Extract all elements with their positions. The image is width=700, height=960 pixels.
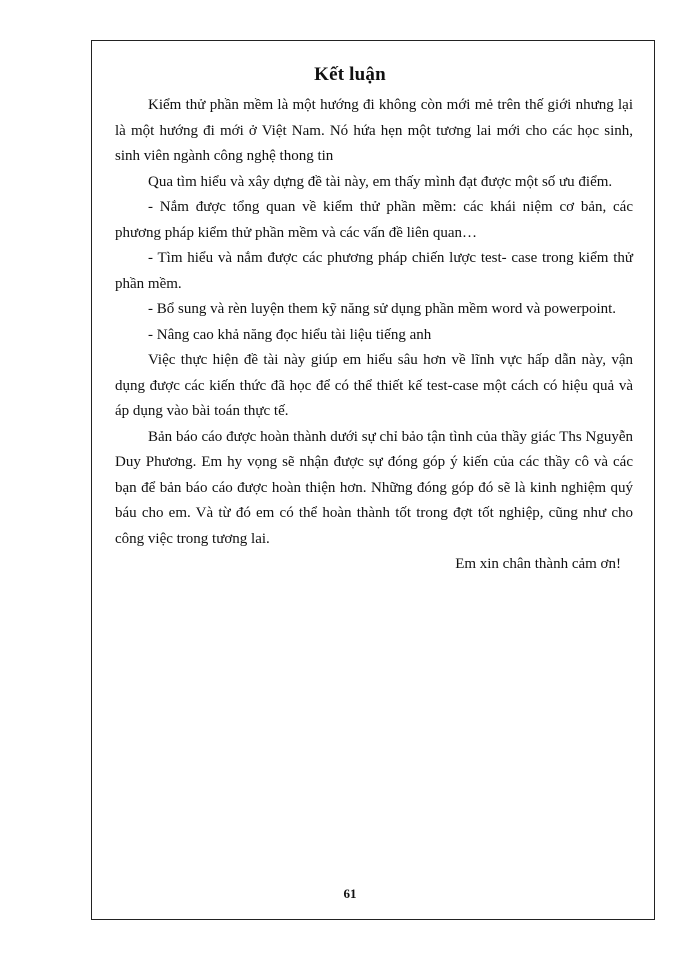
paragraph-intro: Kiểm thử phần mềm là một hướng đi không còn mới mẻ trên thế giới nhưng lại là một hướng đi mới ở Việt Nam. Nó hứa hẹn một tương lai mới cho các học sinh, sinh viên ngành công nghệ thong tin — [115, 97, 633, 164]
closing-thanks: Em xin chân thành cảm ơn! — [455, 556, 621, 572]
paragraph-benefits: Việc thực hiện đề tài này giúp em hiểu sâu hơn về lĩnh vực hấp dẫn này, vận dụng được các kiến thức đã học để có thể thiết kế test-case một cách có hiệu quả và áp dụng vào bài toán thực tế. — [115, 352, 633, 419]
paragraph-acknowledgement: Bản báo cáo được hoàn thành dưới sự chỉ bảo tận tình của thầy giác Ths Nguyễn Duy Phương. Em hy vọng sẽ nhận được sự đóng góp ý kiến của các thầy cô và các bạn để bản báo cáo được hoàn thiện hơn. Những đóng góp đó sẽ là kinh nghiệm quý báu cho em. Và từ đó em có thể hoàn thành tốt trong đợt tốt nghiệp, cũng như cho công việc trong tương lai. — [115, 428, 633, 547]
page-number: 61 — [343, 886, 357, 901]
bullet-test-case: - Tìm hiểu và nắm được các phương pháp chiến lược test- case trong kiểm thử phần mềm. — [115, 250, 633, 292]
page-title: Kết luận — [314, 64, 386, 85]
document-body — [115, 93, 633, 578]
paragraph-achievements-intro: Qua tìm hiểu và xây dựng đề tài này, em thấy mình đạt được một số ưu điểm. — [148, 173, 613, 190]
bullet-office-skills: - Bổ sung và rèn luyện them kỹ năng sử dụng phần mềm word và powerpoint. — [148, 301, 617, 317]
bullet-overview: - Nắm được tổng quan về kiểm thử phần mềm: các khái niệm cơ bản, các phương pháp kiểm thử phần mềm và các vấn đề liên quan… — [115, 199, 633, 241]
bullet-english: - Nâng cao khả năng đọc hiểu tài liệu tiếng anh — [148, 326, 432, 343]
